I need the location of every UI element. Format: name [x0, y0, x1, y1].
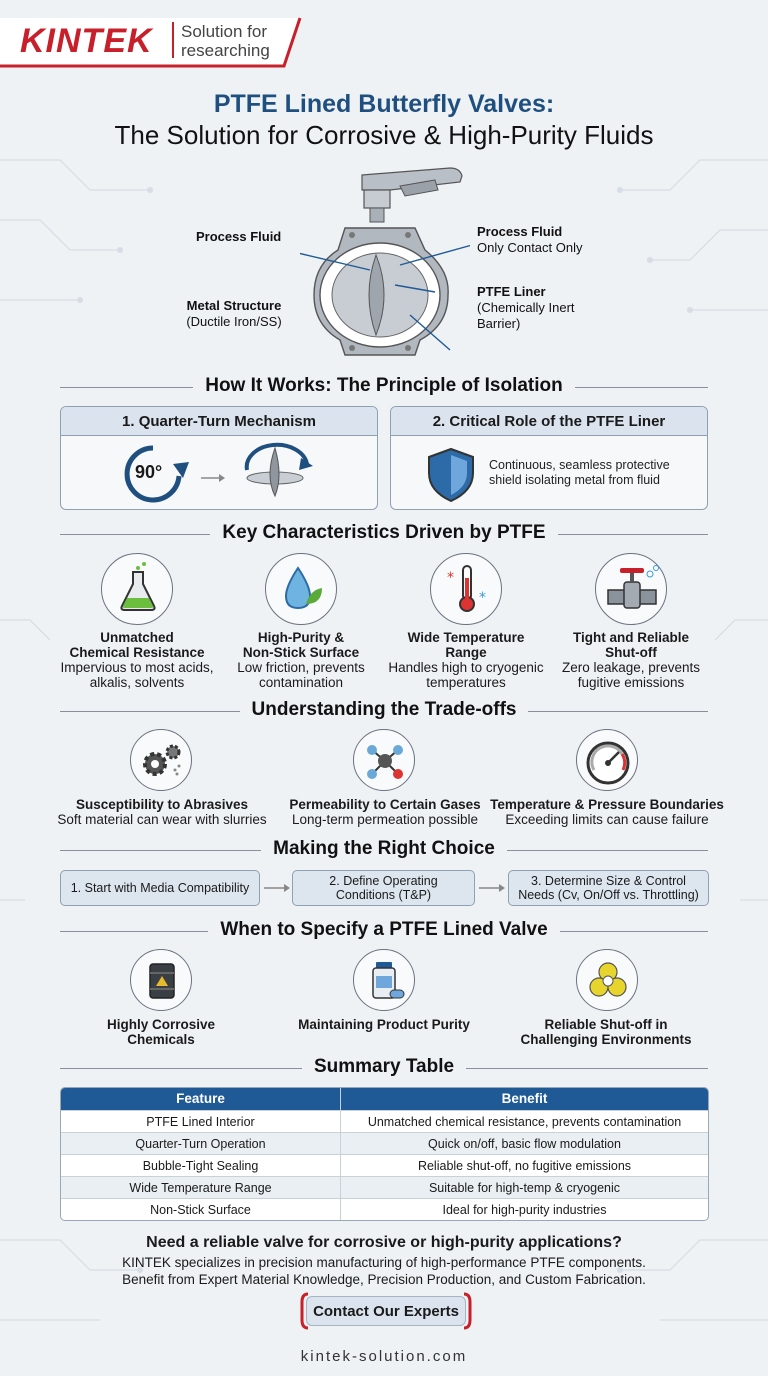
choice-step-3 — [508, 870, 709, 906]
choice-step-3-line1: 3. Determine Size & Control — [531, 874, 686, 888]
cta-description — [0, 1254, 768, 1288]
footer-url[interactable]: kintek-solution.com — [300, 1348, 468, 1365]
table-cell-benefit: Reliable shut-off, no fugitive emissions — [417, 1159, 632, 1173]
arrow-right-icon-2 — [477, 880, 507, 896]
characteristics-heading: Key Characteristics Driven by PTFE — [210, 522, 557, 543]
gears-icon — [130, 729, 192, 791]
tradeoff-boundaries-title: Temperature & Pressure Boundaries — [490, 797, 724, 812]
section-when-to-specify — [60, 919, 708, 943]
tradeoff-boundaries-desc: Exceeding limits can cause failure — [505, 812, 709, 827]
characteristic-chemical-d1: Impervious to most acids, — [60, 660, 214, 675]
quarter-turn-box — [60, 406, 378, 510]
when-heading: When to Specify a PTFE Lined Valve — [208, 919, 559, 940]
butterfly-valve-illustration — [300, 160, 470, 365]
shield-icon — [427, 447, 475, 503]
characteristic-temperature-t1: Wide Temperature — [407, 630, 525, 645]
water-drop-icon — [265, 553, 337, 625]
table-cell-feature: Non-Stick Surface — [61, 1199, 341, 1220]
table-cell-feature: Wide Temperature Range — [61, 1177, 341, 1198]
section-tradeoffs — [60, 699, 708, 723]
page-title: PTFE Lined Butterfly Valves: — [213, 90, 555, 118]
ptfe-liner-role-title: 2. Critical Role of the PTFE Liner — [391, 407, 707, 436]
section-summary-table — [60, 1056, 708, 1080]
ptfe-liner-sub2: Barrier) — [477, 316, 521, 331]
table-cell-feature: Bubble-Tight Sealing — [61, 1155, 341, 1176]
valve-icon — [595, 553, 667, 625]
table-cell-benefit: Unmatched chemical resistance, prevents contamination — [367, 1115, 682, 1129]
characteristic-purity-d1: Low friction, prevents — [237, 660, 365, 675]
ptfe-liner-role-box — [390, 406, 708, 510]
contact-experts-button[interactable]: Contact Our Experts — [306, 1296, 466, 1326]
thermometer-icon — [430, 553, 502, 625]
characteristic-temperature — [381, 630, 551, 690]
table-cell-benefit: Ideal for high-purity industries — [442, 1203, 607, 1217]
characteristic-purity-t2: Non-Stick Surface — [242, 645, 360, 660]
tradeoff-abrasives-title: Susceptibility to Abrasives — [75, 797, 249, 812]
when-corrosive-l2: Chemicals — [127, 1032, 195, 1047]
tagline-line-1: Solution for — [181, 22, 267, 41]
table-cell-feature: Quarter-Turn Operation — [61, 1133, 341, 1154]
table-header-feature: Feature — [61, 1088, 341, 1110]
section-how-it-works — [60, 375, 708, 399]
tradeoff-permeability-title: Permeability to Certain Gases — [289, 797, 481, 812]
characteristic-chemical — [52, 630, 222, 690]
when-shutoff — [506, 1017, 706, 1047]
choice-step-3-line2: Needs (Cv, On/Off vs. Throttling) — [518, 888, 699, 902]
gauge-icon — [576, 729, 638, 791]
label-process-fluid-right — [477, 224, 583, 256]
choice-step-2 — [292, 870, 475, 906]
characteristic-shutoff-t1: Tight and Reliable — [572, 630, 689, 645]
svg-text:*: * — [447, 570, 454, 586]
when-shutoff-l2: Challenging Environments — [520, 1032, 692, 1047]
characteristic-shutoff — [546, 630, 716, 690]
brand-tagline — [181, 22, 270, 60]
table-row — [61, 1132, 708, 1154]
label-metal-structure — [184, 298, 284, 330]
characteristic-shutoff-t2: Shut-off — [605, 645, 657, 660]
characteristic-shutoff-d2: fugitive emissions — [577, 675, 685, 690]
summary-heading: Summary Table — [302, 1056, 466, 1077]
characteristic-temperature-d1: Handles high to cryogenic — [388, 660, 544, 675]
medicine-bottle-icon — [353, 949, 415, 1011]
ptfe-liner-sub1: (Chemically Inert — [477, 300, 575, 315]
label-ptfe-liner — [477, 284, 575, 332]
characteristic-shutoff-d1: Zero leakage, prevents — [561, 660, 701, 675]
process-fluid-right-sub: Only Contact Only — [477, 240, 583, 255]
when-corrosive — [76, 1017, 246, 1047]
quarter-turn-degrees: 90° — [135, 462, 163, 482]
choice-step-2-line1: 2. Define Operating — [329, 874, 438, 888]
how-heading: How It Works: The Principle of Isolation — [193, 375, 575, 396]
biohazard-icon — [576, 949, 638, 1011]
characteristic-purity-t1: High-Purity & — [257, 630, 345, 645]
tradeoff-abrasives — [40, 797, 284, 827]
molecule-icon — [353, 729, 415, 791]
barrel-icon — [130, 949, 192, 1011]
characteristic-chemical-d2: alkalis, solvents — [89, 675, 185, 690]
table-cell-feature: PTFE Lined Interior — [61, 1111, 341, 1132]
tradeoff-boundaries — [490, 797, 724, 827]
when-corrosive-l1: Highly Corrosive — [106, 1017, 216, 1032]
choice-step-1-text: 1. Start with Media Compatibility — [70, 881, 250, 895]
ptfe-liner-role-text — [489, 458, 670, 488]
characteristic-chemical-t2: Chemical Resistance — [69, 645, 205, 660]
when-purity — [284, 1017, 484, 1032]
table-cell-benefit: Suitable for high-temp & cryogenic — [428, 1181, 621, 1195]
quarter-turn-graphic — [61, 436, 378, 510]
tradeoff-abrasives-desc: Soft material can wear with slurries — [57, 812, 267, 827]
cta-question: Need a reliable valve for corrosive or high-purity applications? — [146, 1234, 622, 1251]
table-row — [61, 1154, 708, 1176]
quarter-turn-title: 1. Quarter-Turn Mechanism — [61, 407, 377, 436]
tradeoff-permeability — [270, 797, 500, 827]
table-row — [61, 1110, 708, 1132]
characteristic-temperature-t2: Range — [445, 645, 487, 660]
label-process-fluid-left: Process Fluid — [196, 229, 282, 244]
section-key-characteristics — [60, 522, 708, 546]
characteristic-purity-d2: contamination — [258, 675, 344, 690]
process-fluid-right-title: Process Fluid — [477, 224, 563, 239]
metal-structure-sub: (Ductile Iron/SS) — [186, 314, 282, 329]
section-right-choice — [60, 838, 708, 862]
table-row — [61, 1176, 708, 1198]
table-header-benefit: Benefit — [501, 1091, 548, 1106]
brand-logo: KINTEK — [20, 22, 153, 60]
svg-text:*: * — [479, 590, 486, 606]
choice-step-2-line2: Conditions (T&P) — [335, 888, 432, 902]
choice-heading: Making the Right Choice — [261, 838, 507, 859]
cta-description-line1: KINTEK specializes in precision manufacturing of high-performance PTFE components. — [122, 1255, 646, 1270]
ptfe-liner-role-line1: Continuous, seamless protective — [489, 458, 670, 472]
choice-step-1 — [60, 870, 260, 906]
ptfe-liner-title: PTFE Liner — [477, 284, 546, 299]
when-shutoff-l1: Reliable Shut-off in — [544, 1017, 668, 1032]
logo-divider — [172, 22, 174, 58]
tradeoffs-heading: Understanding the Trade-offs — [240, 699, 529, 720]
tradeoff-permeability-desc: Long-term permeation possible — [291, 812, 479, 827]
metal-structure-title: Metal Structure — [186, 298, 282, 313]
arrow-right-icon — [262, 880, 292, 896]
characteristic-purity — [216, 630, 386, 690]
table-header-row — [61, 1088, 708, 1110]
table-cell-benefit: Quick on/off, basic flow modulation — [428, 1137, 621, 1151]
page-subtitle: The Solution for Corrosive & High-Purity Fluids — [114, 120, 654, 150]
table-row — [61, 1198, 708, 1220]
ptfe-liner-role-line2: shield isolating metal from fluid — [489, 473, 660, 487]
summary-table — [60, 1087, 709, 1221]
characteristic-chemical-t1: Unmatched — [100, 630, 174, 645]
cta-description-line2: Benefit from Expert Material Knowledge, Precision Production, and Custom Fabrication. — [122, 1272, 646, 1287]
flask-icon — [101, 553, 173, 625]
characteristic-temperature-d2: temperatures — [426, 675, 506, 690]
tagline-line-2: researching — [181, 41, 270, 60]
when-purity-l1: Maintaining Product Purity — [298, 1017, 470, 1032]
